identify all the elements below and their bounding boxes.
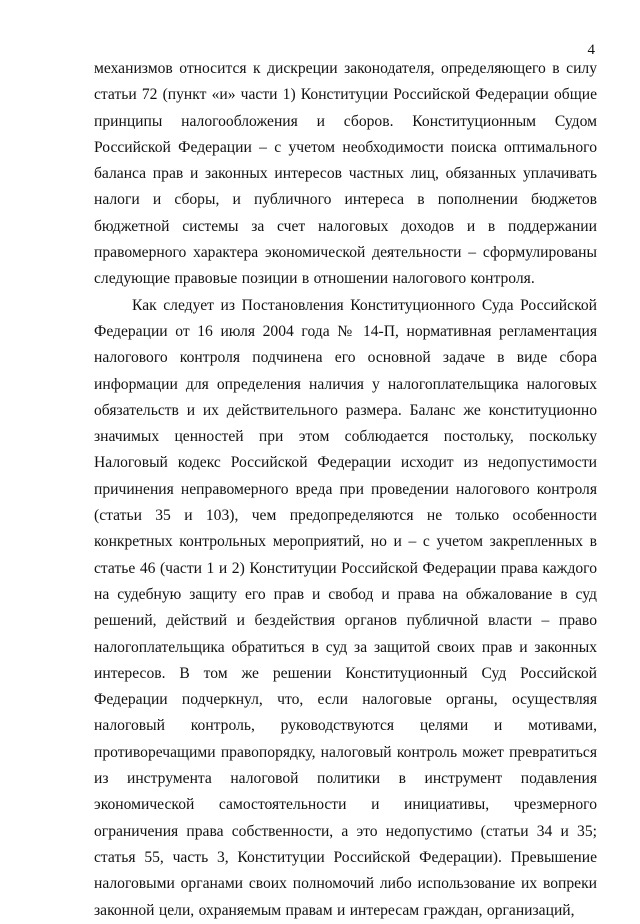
paragraph-continued: механизмов относится к дискреции законодателя, определяющего в силу статьи 72 (пункт «и» части 1) Конституции Российской Федерации общие принципы налогообложения и сборов. Конституционным Судом Российской Федерации – с учетом необходимости поиска оптимального баланса прав и законных интересов частных лиц, обязанных уплачивать налоги и сборы, и публичного интереса в пополнении бюджетов бюджетной системы за счет налоговых доходов и в поддержании правомерного характера экономической деятельности – сформулированы следующие правовые позиции в отношении налогового контроля. (94, 60, 597, 288)
document-body (94, 56, 597, 924)
paragraph-postanovlenie: Как следует из Постановления Конституционного Суда Российской Федерации от 16 июля 2004 года № 14-П, нормативная регламентация налогового контроля подчинена его основной задаче в виде сбора информации для определения наличия у налогоплательщика налоговых обязательств и их действительного размера. Баланс же конституционно значимых ценностей при этом соблюдается постольку, поскольку Налоговый кодекс Российской Федерации исходит из недопустимости причинения неправомерного вреда при проведении налогового контроля (статьи 35 и 103), чем предопределяются не только особенности конкретных контрольных мероприятий, но и – с учетом закрепленных в статье 46 (части 1 и 2) Конституции Российской Федерации права каждого на судебную защиту его прав и свобод и права на обжалование в суд решений, действий и бездействия органов публичной власти – право налогоплательщика обратиться в суд за защитой своих прав и законных интересов. В том же решении Конституционный Суд Российской Федерации подчеркнул, что, если налоговые органы, осуществляя налоговый контроль, руководствуются целями и мотивами, противоречащими правопорядку, налоговый контроль может превратиться из инструмента налоговой политики в инструмент подавления экономической самостоятельности и инициативы, чрезмерного ограничения права собственности, а это недопустимо (статьи 34 и 35; статья 55, часть 3, Конституции Российской Федерации). Превышение налоговыми органами своих полномочий либо использование их вопреки законной цели, охраняемым правам и интересам граждан, организаций, (94, 296, 597, 919)
page-number: 4 (587, 42, 595, 58)
